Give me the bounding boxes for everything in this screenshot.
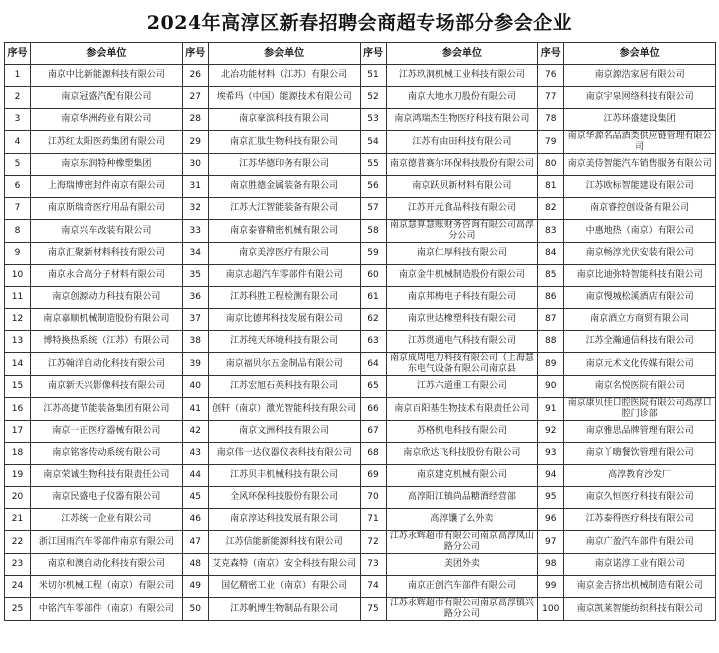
company-name-cell: 南京慢城松溪酒店有限公司 — [564, 287, 716, 309]
serial-number-cell: 67 — [360, 421, 386, 443]
company-name-cell: 江苏大江智能装备有限公司 — [208, 198, 360, 220]
serial-number-cell: 1 — [5, 65, 31, 87]
serial-number-cell: 94 — [538, 465, 564, 487]
company-name-cell: 南京比迪弥特智能科技有限公司 — [564, 265, 716, 287]
company-name-cell: 江苏帆博生物制品有限公司 — [208, 598, 360, 621]
company-name-cell: 江苏贝丰机械科技有限公司 — [208, 465, 360, 487]
table-row — [5, 421, 716, 443]
company-name-cell: 南京鸿瑞杰生物医疗科技有限公司 — [386, 109, 538, 131]
serial-number-cell: 38 — [182, 331, 208, 353]
company-name-cell: 高淳馕了么外卖 — [386, 509, 538, 531]
serial-number-cell: 97 — [538, 531, 564, 554]
company-name-cell: 南京正创汽车部件有限公司 — [386, 576, 538, 598]
serial-number-cell: 92 — [538, 421, 564, 443]
serial-number-cell: 99 — [538, 576, 564, 598]
serial-number-cell: 21 — [5, 509, 31, 531]
company-name-cell: 南京百阳基生物技术有限责任公司 — [386, 398, 538, 421]
serial-number-cell: 27 — [182, 87, 208, 109]
company-name-cell: 南京成周电力科技有限公司（上海慧东电气设备有限公司南京县 — [386, 353, 538, 376]
serial-number-cell: 73 — [360, 554, 386, 576]
serial-number-cell: 85 — [538, 265, 564, 287]
company-name-cell: 南京诺淳工业有限公司 — [564, 554, 716, 576]
company-name-cell: 南京创源动力科技有限公司 — [31, 287, 183, 309]
company-name-cell: 博特换热系统（江苏）有限公司 — [31, 331, 183, 353]
company-name-cell: 浙江国雨汽车零部件南京有限公司 — [31, 531, 183, 554]
serial-number-cell: 23 — [5, 554, 31, 576]
table-row — [5, 487, 716, 509]
serial-number-cell: 68 — [360, 443, 386, 465]
serial-number-cell: 65 — [360, 376, 386, 398]
table-row — [5, 265, 716, 287]
serial-number-cell: 43 — [182, 443, 208, 465]
company-name-cell: 创轩（南京）激光智能科技有限公司 — [208, 398, 360, 421]
serial-number-cell: 82 — [538, 198, 564, 220]
serial-number-cell: 34 — [182, 243, 208, 265]
header-serial: 序号 — [360, 43, 386, 65]
company-name-cell: 江苏永辉超市有限公司南京高淳凤山路分公司 — [386, 531, 538, 554]
serial-number-cell: 2 — [5, 87, 31, 109]
company-name-cell: 南京跃贝新材料有限公司 — [386, 176, 538, 198]
company-name-cell: 南京广盈汽车部件有限公司 — [564, 531, 716, 554]
company-name-cell: 南京邦梅电子科技有限公司 — [386, 287, 538, 309]
company-name-cell: 上海瑞博密封件南京有限公司 — [31, 176, 183, 198]
company-name-cell: 江苏高捷节能装备集团有限公司 — [31, 398, 183, 421]
table-row — [5, 131, 716, 154]
serial-number-cell: 70 — [360, 487, 386, 509]
serial-number-cell: 76 — [538, 65, 564, 87]
serial-number-cell: 50 — [182, 598, 208, 621]
serial-number-cell: 75 — [360, 598, 386, 621]
company-name-cell: 江苏六道重工有限公司 — [386, 376, 538, 398]
serial-number-cell: 44 — [182, 465, 208, 487]
serial-number-cell: 6 — [5, 176, 31, 198]
company-name-cell: 南京建克机械有限公司 — [386, 465, 538, 487]
company-name-cell: 江苏欧标智能建设有限公司 — [564, 176, 716, 198]
table-row — [5, 509, 716, 531]
serial-number-cell: 28 — [182, 109, 208, 131]
serial-number-cell: 3 — [5, 109, 31, 131]
table-row — [5, 309, 716, 331]
serial-number-cell: 62 — [360, 309, 386, 331]
serial-number-cell: 14 — [5, 353, 31, 376]
serial-number-cell: 5 — [5, 154, 31, 176]
company-name-cell: 江苏宏旭石英科技有限公司 — [208, 376, 360, 398]
company-name-cell: 江苏统一企业有限公司 — [31, 509, 183, 531]
serial-number-cell: 79 — [538, 131, 564, 154]
serial-number-cell: 8 — [5, 220, 31, 243]
table-row — [5, 87, 716, 109]
serial-number-cell: 55 — [360, 154, 386, 176]
company-name-cell: 南京睿控创设备有限公司 — [564, 198, 716, 220]
company-name-cell: 南京东润特种橡塑集团 — [31, 154, 183, 176]
company-name-cell: 江苏科胜工程检测有限公司 — [208, 287, 360, 309]
company-name-cell: 南京兴车改装有限公司 — [31, 220, 183, 243]
serial-number-cell: 4 — [5, 131, 31, 154]
company-name-cell: 南京比德邦科技发展有限公司 — [208, 309, 360, 331]
serial-number-cell: 22 — [5, 531, 31, 554]
company-name-cell: 南京嘉顺机械制造股份有限公司 — [31, 309, 183, 331]
company-name-cell: 南京荣诚生物科技有限责任公司 — [31, 465, 183, 487]
serial-number-cell: 93 — [538, 443, 564, 465]
company-name-cell: 中惠地热（南京）有限公司 — [564, 220, 716, 243]
company-name-cell: 艾克森特（南京）安全科技有限公司 — [208, 554, 360, 576]
serial-number-cell: 51 — [360, 65, 386, 87]
header-serial: 序号 — [5, 43, 31, 65]
company-name-cell: 南京永合高分子材料有限公司 — [31, 265, 183, 287]
table-row — [5, 443, 716, 465]
serial-number-cell: 71 — [360, 509, 386, 531]
serial-number-cell: 17 — [5, 421, 31, 443]
company-name-cell: 南京名悦医院有限公司 — [564, 376, 716, 398]
serial-number-cell: 31 — [182, 176, 208, 198]
serial-number-cell: 57 — [360, 198, 386, 220]
serial-number-cell: 59 — [360, 243, 386, 265]
table-row — [5, 154, 716, 176]
company-name-cell: 南京慧算慧账财务咨询有限公司高淳分公司 — [386, 220, 538, 243]
serial-number-cell: 37 — [182, 309, 208, 331]
serial-number-cell: 12 — [5, 309, 31, 331]
table-row — [5, 598, 716, 621]
company-name-cell: 南京宇泉网络科技有限公司 — [564, 87, 716, 109]
serial-number-cell: 39 — [182, 353, 208, 376]
serial-number-cell: 20 — [5, 487, 31, 509]
serial-number-cell: 74 — [360, 576, 386, 598]
serial-number-cell: 40 — [182, 376, 208, 398]
serial-number-cell: 72 — [360, 531, 386, 554]
header-company: 参会单位 — [564, 43, 716, 65]
serial-number-cell: 81 — [538, 176, 564, 198]
document-title: 2024年高淳区新春招聘会商超专场部分参会企业 — [146, 12, 573, 34]
serial-number-cell: 80 — [538, 154, 564, 176]
serial-number-cell: 26 — [182, 65, 208, 87]
company-name-cell: 南京久恒医疗科技有限公司 — [564, 487, 716, 509]
company-name-cell: 南京和澳自动化科技有限公司 — [31, 554, 183, 576]
company-name-cell: 江苏玖洞机械工业科技有限公司 — [386, 65, 538, 87]
company-name-cell: 南京斯瑞奇医疗用品有限公司 — [31, 198, 183, 220]
company-name-cell: 南京汇肽生物科技有限公司 — [208, 131, 360, 154]
serial-number-cell: 96 — [538, 509, 564, 531]
company-name-cell: 米切尔机械工程（南京）有限公司 — [31, 576, 183, 598]
serial-number-cell: 61 — [360, 287, 386, 309]
company-name-cell: 江苏永辉超市有限公司南京高淳镇兴路分公司 — [386, 598, 538, 621]
serial-number-cell: 53 — [360, 109, 386, 131]
company-name-cell: 南京铭客传动系统有限公司 — [31, 443, 183, 465]
company-name-cell: 江苏有由田科技有限公司 — [386, 131, 538, 154]
serial-number-cell: 18 — [5, 443, 31, 465]
header-company: 参会单位 — [208, 43, 360, 65]
serial-number-cell: 69 — [360, 465, 386, 487]
table-row — [5, 198, 716, 220]
company-name-cell: 南京欣达飞科技股份有限公司 — [386, 443, 538, 465]
header-serial: 序号 — [182, 43, 208, 65]
company-name-cell: 江苏泰得医疗科技有限公司 — [564, 509, 716, 531]
serial-number-cell: 10 — [5, 265, 31, 287]
table-row — [5, 465, 716, 487]
header-serial: 序号 — [538, 43, 564, 65]
serial-number-cell: 36 — [182, 287, 208, 309]
company-name-cell: 南京雅思品牌管理有限公司 — [564, 421, 716, 443]
company-name-cell: 南京冠盛汽配有限公司 — [31, 87, 183, 109]
company-name-cell: 南京华源名品酒类供应链管理有限公司 — [564, 131, 716, 154]
company-name-cell: 南京泰睿精密机械有限公司 — [208, 220, 360, 243]
company-name-cell: 高淳阳江镇尚品糖酒经营部 — [386, 487, 538, 509]
serial-number-cell: 35 — [182, 265, 208, 287]
serial-number-cell: 90 — [538, 376, 564, 398]
serial-number-cell: 91 — [538, 398, 564, 421]
company-name-cell: 南京中比新能源科技有限公司 — [31, 65, 183, 87]
serial-number-cell: 84 — [538, 243, 564, 265]
table-row — [5, 176, 716, 198]
serial-number-cell: 87 — [538, 309, 564, 331]
header-row — [5, 43, 716, 65]
company-name-cell: 南京福贝尔五金制品有限公司 — [208, 353, 360, 376]
company-name-cell: 南京金牛机械制造股份有限公司 — [386, 265, 538, 287]
company-name-cell: 南京德普赛尔环保科技股份有限公司 — [386, 154, 538, 176]
company-name-cell: 江苏信能新能源科技有限公司 — [208, 531, 360, 554]
company-name-cell: 江苏全瀚通信科技有限公司 — [564, 331, 716, 353]
company-name-cell: 南京胜德金属装备有限公司 — [208, 176, 360, 198]
serial-number-cell: 83 — [538, 220, 564, 243]
serial-number-cell: 64 — [360, 353, 386, 376]
company-name-cell: 南京新天兴影像科技有限公司 — [31, 376, 183, 398]
header-company: 参会单位 — [386, 43, 538, 65]
company-name-cell: 高淳教育沙发厂 — [564, 465, 716, 487]
serial-number-cell: 66 — [360, 398, 386, 421]
serial-number-cell: 24 — [5, 576, 31, 598]
company-name-cell: 南京仁厚科技有限公司 — [386, 243, 538, 265]
company-name-cell: 全风环保科技股份有限公司 — [208, 487, 360, 509]
serial-number-cell: 46 — [182, 509, 208, 531]
company-name-cell: 中铭汽车零部件（南京）有限公司 — [31, 598, 183, 621]
company-name-cell: 江苏翰洋自动化科技有限公司 — [31, 353, 183, 376]
table-row — [5, 376, 716, 398]
company-name-cell: 南京文洲科技有限公司 — [208, 421, 360, 443]
serial-number-cell: 29 — [182, 131, 208, 154]
serial-number-cell: 7 — [5, 198, 31, 220]
serial-number-cell: 86 — [538, 287, 564, 309]
company-name-cell: 江苏开元食品科技有限公司 — [386, 198, 538, 220]
company-name-cell: 南京华洲药业有限公司 — [31, 109, 183, 131]
table-row — [5, 398, 716, 421]
company-name-cell: 南京世达橡塑科技有限公司 — [386, 309, 538, 331]
serial-number-cell: 49 — [182, 576, 208, 598]
company-name-cell: 南京豪滨科技有限公司 — [208, 109, 360, 131]
header-company: 参会单位 — [31, 43, 183, 65]
serial-number-cell: 88 — [538, 331, 564, 353]
serial-number-cell: 33 — [182, 220, 208, 243]
company-name-cell: 南京元术文化传媒有限公司 — [564, 353, 716, 376]
serial-number-cell: 25 — [5, 598, 31, 621]
table-row — [5, 554, 716, 576]
serial-number-cell: 78 — [538, 109, 564, 131]
table-row — [5, 65, 716, 87]
table-row — [5, 331, 716, 353]
company-name-cell: 美团外卖 — [386, 554, 538, 576]
table-row — [5, 109, 716, 131]
serial-number-cell: 60 — [360, 265, 386, 287]
company-name-cell: 江苏纯天环境科技有限公司 — [208, 331, 360, 353]
serial-number-cell: 41 — [182, 398, 208, 421]
company-name-cell: 江苏红太阳医药集团有限公司 — [31, 131, 183, 154]
company-name-cell: 南京民盛电子仪器有限公司 — [31, 487, 183, 509]
table-row — [5, 220, 716, 243]
company-name-cell: 南京酒立方商贸有限公司 — [564, 309, 716, 331]
company-name-cell: 苏格机电科技有限公司 — [386, 421, 538, 443]
company-name-cell: 国亿精密工业（南京）有限公司 — [208, 576, 360, 598]
company-name-cell: 南京金吉挤出机械制造有限公司 — [564, 576, 716, 598]
serial-number-cell: 100 — [538, 598, 564, 621]
serial-number-cell: 89 — [538, 353, 564, 376]
company-name-cell: 南京丫嗨餐饮管理有限公司 — [564, 443, 716, 465]
serial-number-cell: 98 — [538, 554, 564, 576]
company-name-cell: 南京康贝佳口腔医院有限公司高淳口腔门诊部 — [564, 398, 716, 421]
company-name-cell: 江苏华德印务有限公司 — [208, 154, 360, 176]
table-body — [5, 65, 716, 621]
table-row — [5, 243, 716, 265]
company-name-cell: 南京凯莱智能纺织科技有限公司 — [564, 598, 716, 621]
company-name-cell: 南京淳达科技发展有限公司 — [208, 509, 360, 531]
serial-number-cell: 30 — [182, 154, 208, 176]
company-name-cell: 南京美淳医疗有限公司 — [208, 243, 360, 265]
company-name-cell: 南京伟一达仪器仪表科技有限公司 — [208, 443, 360, 465]
company-name-cell: 南京大地水刀股份有限公司 — [386, 87, 538, 109]
company-name-cell: 南京源浩家居有限公司 — [564, 65, 716, 87]
table-row — [5, 353, 716, 376]
serial-number-cell: 45 — [182, 487, 208, 509]
serial-number-cell: 54 — [360, 131, 386, 154]
company-name-cell: 南京畅淳光伏安装有限公司 — [564, 243, 716, 265]
company-name-cell: 南京一正医疗器械有限公司 — [31, 421, 183, 443]
serial-number-cell: 15 — [5, 376, 31, 398]
table-row — [5, 531, 716, 554]
serial-number-cell: 77 — [538, 87, 564, 109]
serial-number-cell: 95 — [538, 487, 564, 509]
serial-number-cell: 52 — [360, 87, 386, 109]
company-name-cell: 江苏贯通电气科技有限公司 — [386, 331, 538, 353]
company-name-cell: 江苏环盛建设集团 — [564, 109, 716, 131]
serial-number-cell: 63 — [360, 331, 386, 353]
serial-number-cell: 47 — [182, 531, 208, 554]
serial-number-cell: 32 — [182, 198, 208, 220]
company-name-cell: 南京志超汽车零部件有限公司 — [208, 265, 360, 287]
serial-number-cell: 16 — [5, 398, 31, 421]
serial-number-cell: 48 — [182, 554, 208, 576]
serial-number-cell: 11 — [5, 287, 31, 309]
serial-number-cell: 56 — [360, 176, 386, 198]
serial-number-cell: 58 — [360, 220, 386, 243]
table-row — [5, 576, 716, 598]
serial-number-cell: 9 — [5, 243, 31, 265]
company-name-cell: 南京美侍智能汽车销售服务有限公司 — [564, 154, 716, 176]
company-name-cell: 埃希玛（中国）能源技术有限公司 — [208, 87, 360, 109]
company-name-cell: 南京汇聚新材料科技有限公司 — [31, 243, 183, 265]
serial-number-cell: 19 — [5, 465, 31, 487]
company-name-cell: 北冶功能材料（江苏）有限公司 — [208, 65, 360, 87]
serial-number-cell: 13 — [5, 331, 31, 353]
serial-number-cell: 42 — [182, 421, 208, 443]
table-row — [5, 287, 716, 309]
exhibitor-table — [4, 42, 716, 621]
